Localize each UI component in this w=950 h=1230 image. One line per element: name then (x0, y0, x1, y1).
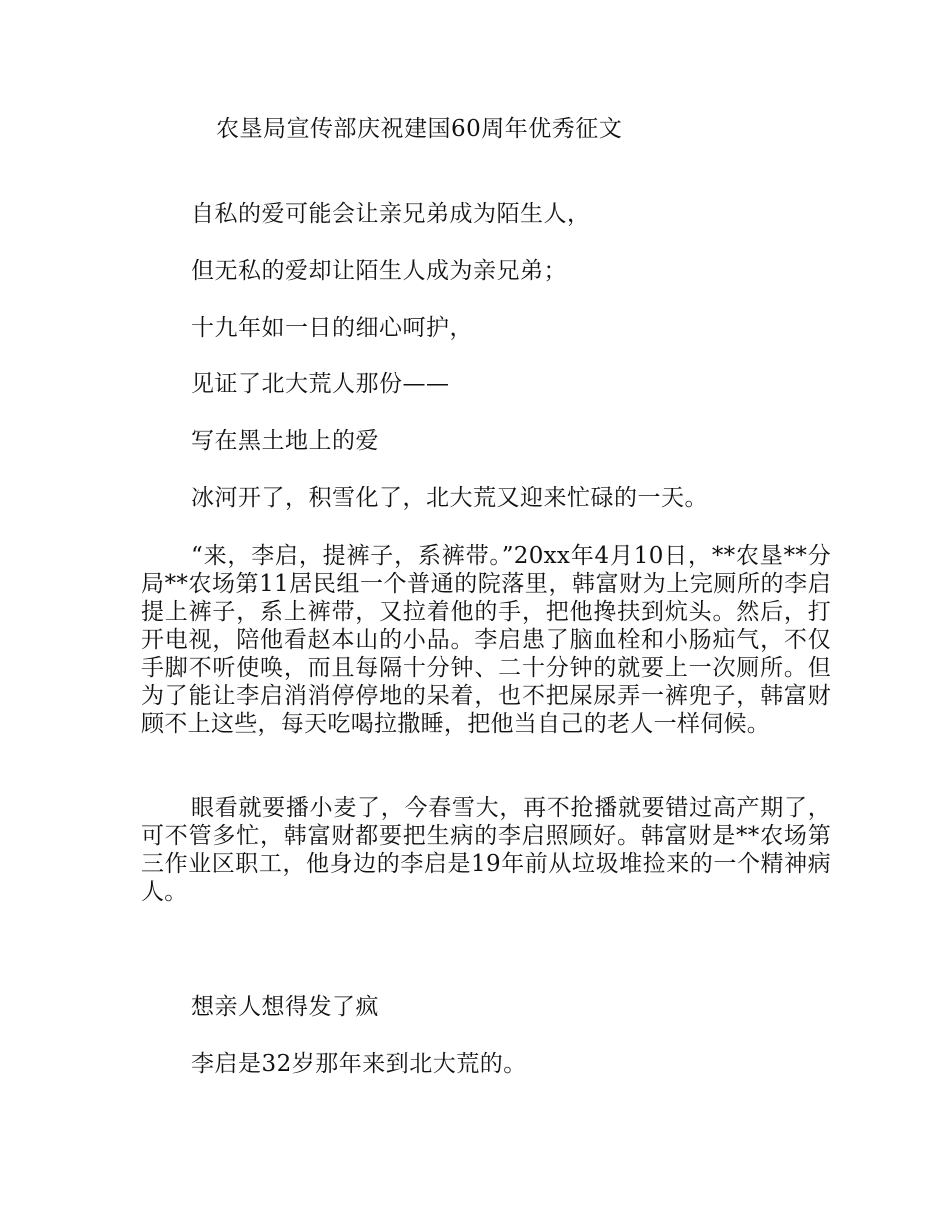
body-paragraph-1: “来，李启，提裤子，系裤带。”20xx年4月10日，**农垦**分局**农场第11居民组一个普通的院落里，韩富财为上完厕所的李启提上裤子，系上裤带，又拉着他的手，把他搀扶到炕头。然后，打开电视，陪他看赵本山的小品。李启患了脑血栓和小肠疝气，不仅手脚不听使唤，而且每隔十分钟、二十分钟的就要上一次厕所。但为了能让李启消消停停地的呆着，也不把屎尿弄一裤兜子，韩富财顾不上这些，每天吃喝拉撒睡，把他当自己的老人一样伺候。 (141, 543, 831, 737)
closing-line: 李启是32岁那年来到北大荒的。 (191, 1051, 527, 1077)
intro-line-4: 见证了北大荒人那份—— (191, 371, 450, 397)
intro-line-5: 写在黑土地上的爱 (191, 428, 379, 454)
intro-line-2: 但无私的爱却让陌生人成为亲兄弟； (191, 258, 567, 284)
intro-line-1: 自私的爱可能会让亲兄弟成为陌生人， (191, 201, 591, 227)
section-heading: 想亲人想得发了疯 (191, 994, 379, 1020)
intro-line-3: 十九年如一日的细心呵护， (191, 315, 473, 341)
opening-line: 冰河开了，积雪化了，北大荒又迎来忙碌的一天。 (191, 485, 708, 511)
body-paragraph-2: 眼看就要播小麦了，今春雪大，再不抢播就要错过高产期了，可不管多忙，韩富财都要把生病的李启照顾好。韩富财是**农场第三作业区职工，他身边的李启是19年前从垃圾堆捡来的一个精神病人。 (141, 795, 831, 905)
document-title: 农垦局宣传部庆祝建国60周年优秀征文 (216, 116, 623, 142)
